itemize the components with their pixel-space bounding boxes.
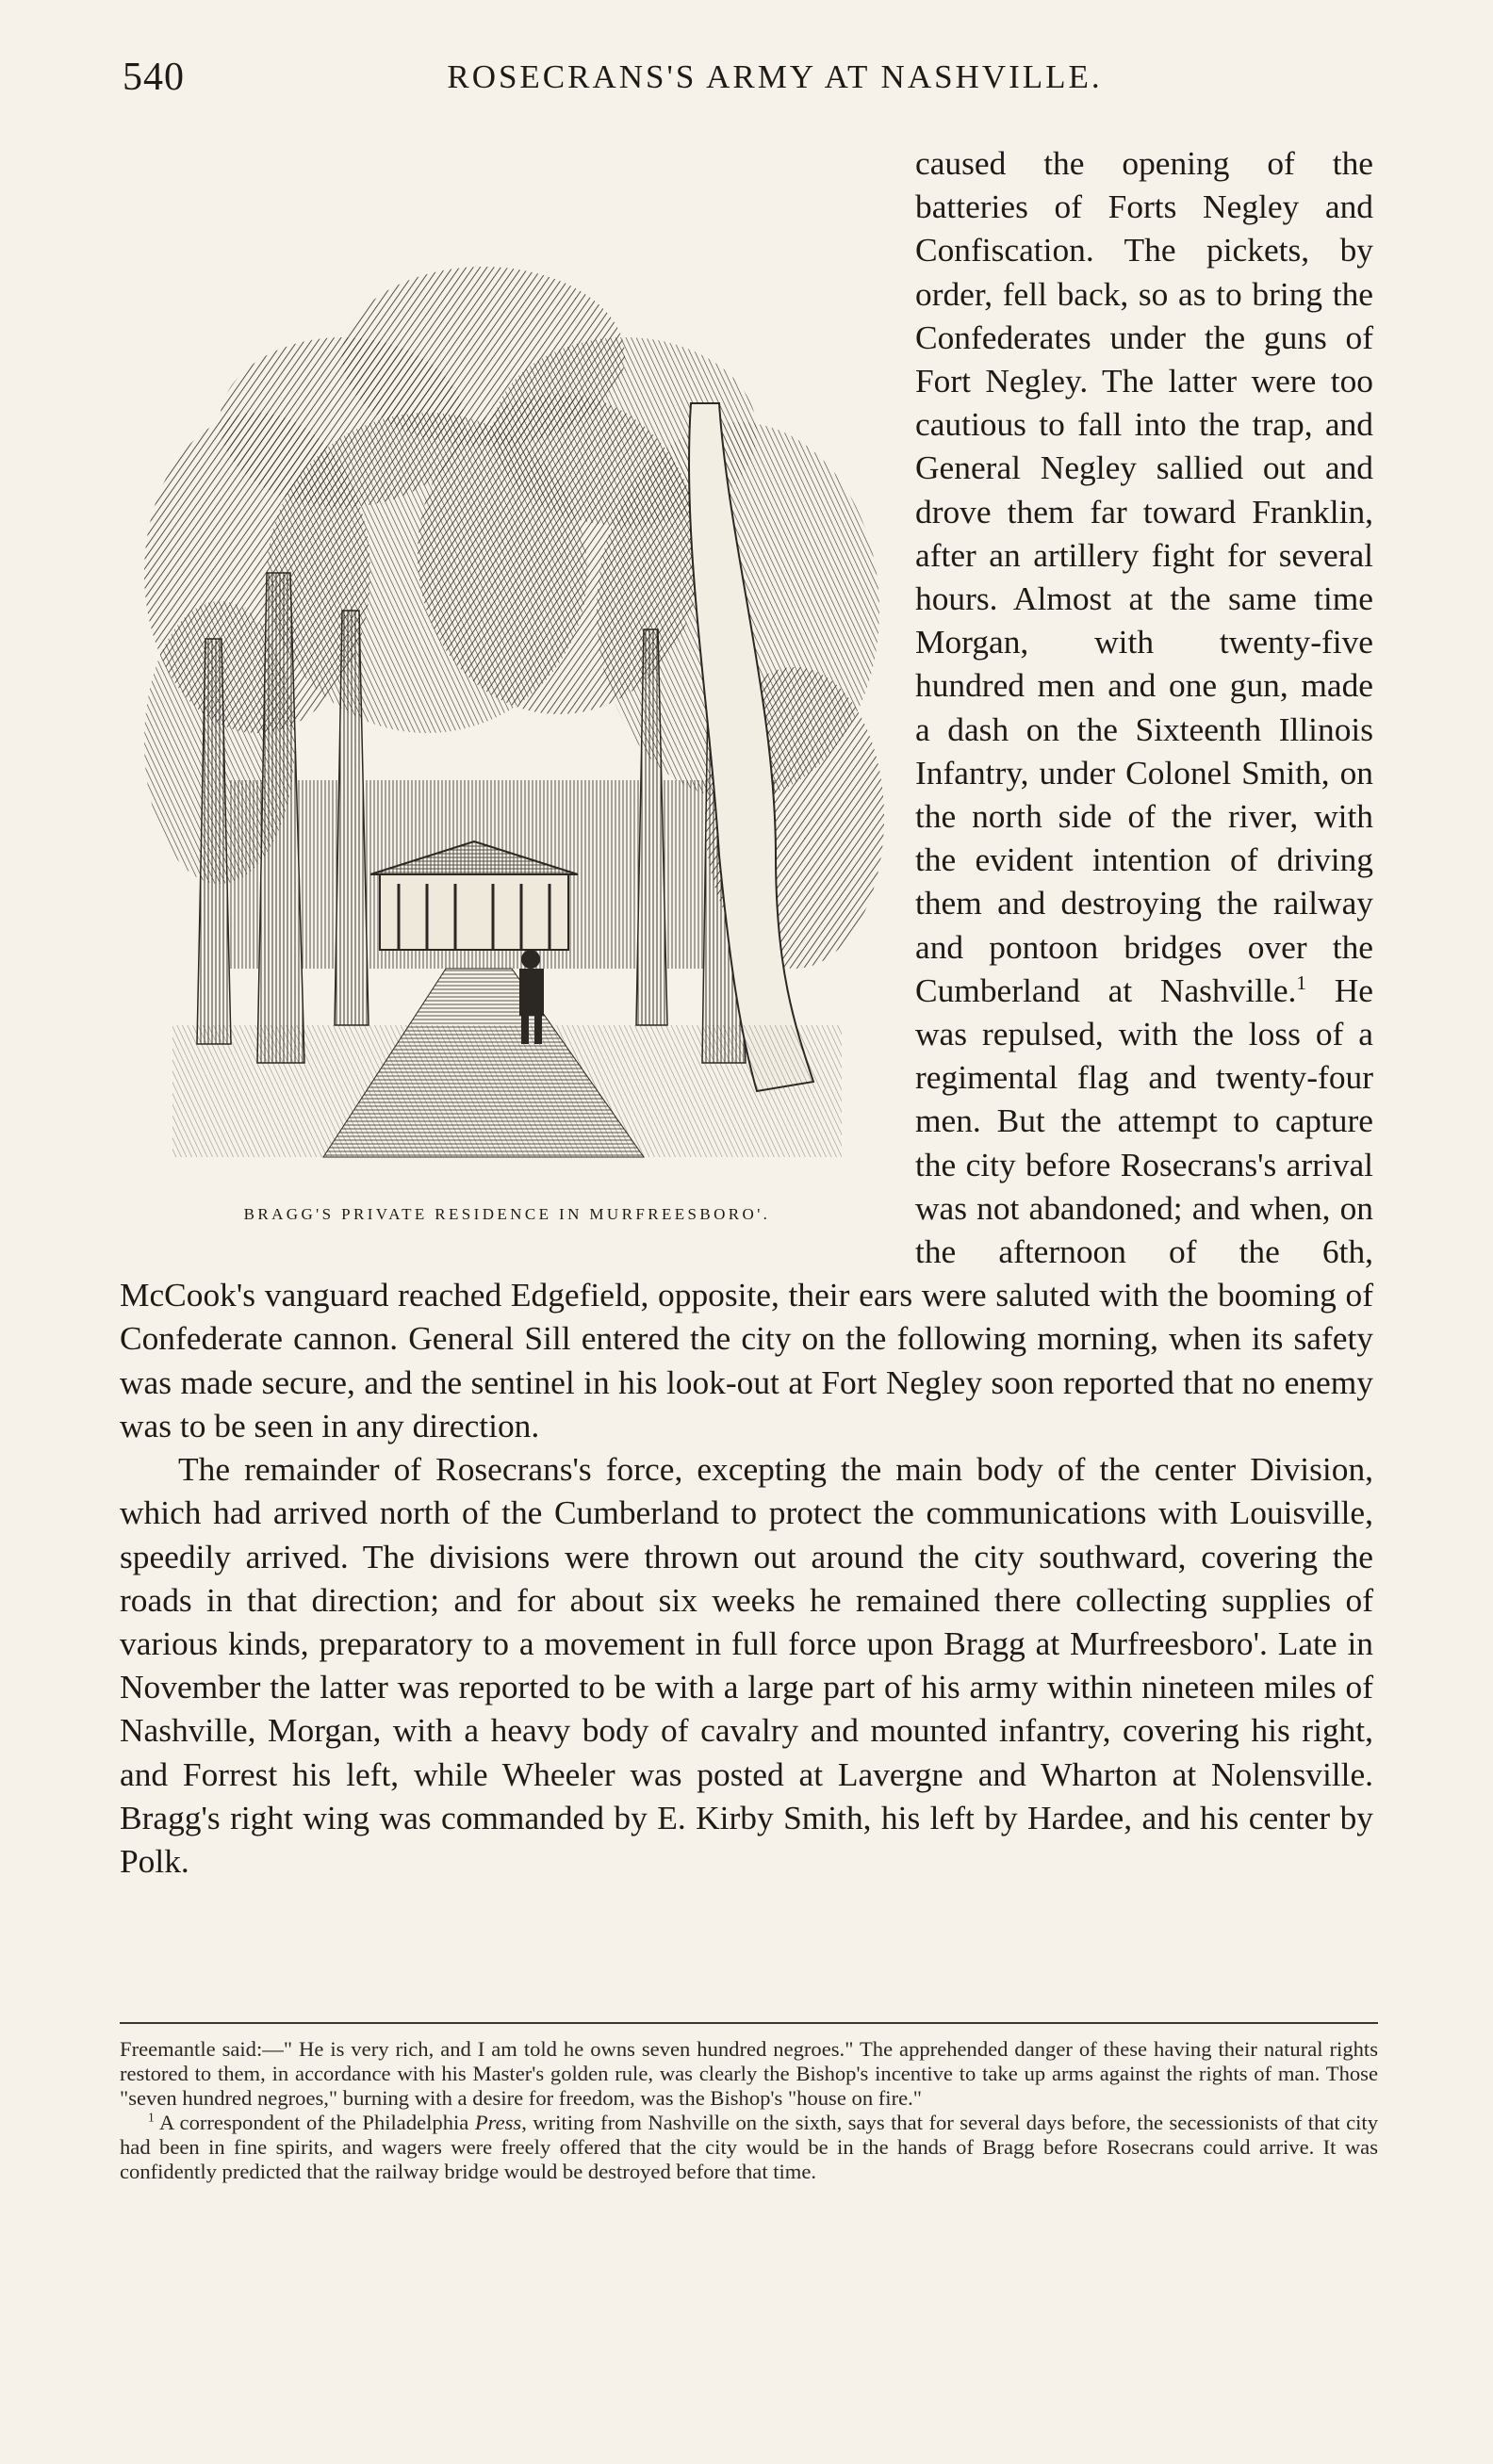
paragraph-1-text-a: caused the opening of the batteries of Forts Negley and Confiscation. The pickets, by order, fell back, so as to bring the Confederates under the guns of Fort Negley. The latter were too cautious to fall into the trap, and General Negley sallied out and drove them far toward Franklin, after an artillery fight for several hours. Almost at the same time Morgan, with twenty-five hundred men and one gun, made a dash on the Sixteenth Illinois Infantry, under Colonel Smith, on the north side of the river, with the evident intention of driving them and destroying the railway and pontoon bridges over the Cumberland at Nashville. bbox=[915, 144, 1373, 1009]
footnotes bbox=[120, 2037, 1378, 2184]
footnote-1-text-a: A correspondent of the Philadelphia bbox=[154, 2111, 475, 2134]
figure-caption: BRAGG'S PRIVATE RESIDENCE IN MURFREESBORO'. bbox=[243, 1205, 771, 1223]
footnote-divider bbox=[120, 2022, 1378, 2024]
figure bbox=[116, 215, 898, 1265]
footnote-1-text-b: , writing from Nashville on the sixth, says that for several days before, the secessionists of that city had been in fine spirits, and wagers were freely offered that the city would be in the hands of Bragg before Rosecrans could arrive. It was confidently predicted that the railway bridge would be destroyed before that time. bbox=[120, 2111, 1378, 2183]
footnote-1 bbox=[120, 2111, 1378, 2184]
page-header bbox=[123, 55, 1370, 102]
paragraph-2: The remainder of Rosecrans's force, excepting the main body of the center Division, which had arrived north of the Cumberland to protect the communications with Louisville, speedily arrived. The divisions were thrown out around the city southward, covering the roads in that direction; and for about six weeks he remained there collecting supplies of various kinds, preparatory to a movement in full force upon Bragg at Murfreesboro'. Late in November the latter was reported to be with a large part of his army within nineteen miles of Nashville, Morgan, with a heavy body of cavalry and mounted infantry, covering his right, and Forrest his left, while Wheeler was posted at Lavergne and Wharton at Nolensville. Bragg's right wing was commanded by E. Kirby Smith, his left by Hardee, and his center by Polk. bbox=[120, 1450, 1373, 1880]
paragraph-1-text-b: He was repulsed, with the loss of a regimental flag and twenty-four men. But the attempt to capture the city before Rosecrans's arrival was not abandoned; and when, on the afternoon of the 6th, McCook's vanguard reached Edgefield, opposite, their ears were saluted with the booming of Confederate cannon. General Sill entered the city on the following morning, when its safety was made secure, and the sentinel in his look-out at Fort Negley soon reported that no enemy was to be seen in any direction. bbox=[120, 971, 1373, 1444]
footnote-1-marker: 1 bbox=[148, 2110, 155, 2125]
footnote-1-italic: Press bbox=[474, 2111, 522, 2134]
running-head: ROSECRANS'S ARMY AT NASHVILLE. bbox=[447, 58, 1103, 95]
footnote-ref-1: 1 bbox=[1296, 971, 1307, 995]
engraving-illustration bbox=[116, 215, 898, 1159]
page-number: 540 bbox=[123, 56, 185, 99]
footnote-continued: Freemantle said:—" He is very rich, and I am told he owns seven hundred negroes." The apprehended danger of these having their natural rights restored to them, in accordance with his Master's golden rule, was clearly the Bishop's incentive to take up arms against the rights of man. Those "seven hundred negroes," burning with a desire for freedom, was the Bishop's "house on fire." bbox=[120, 2037, 1378, 2110]
body-text bbox=[120, 141, 1373, 1883]
